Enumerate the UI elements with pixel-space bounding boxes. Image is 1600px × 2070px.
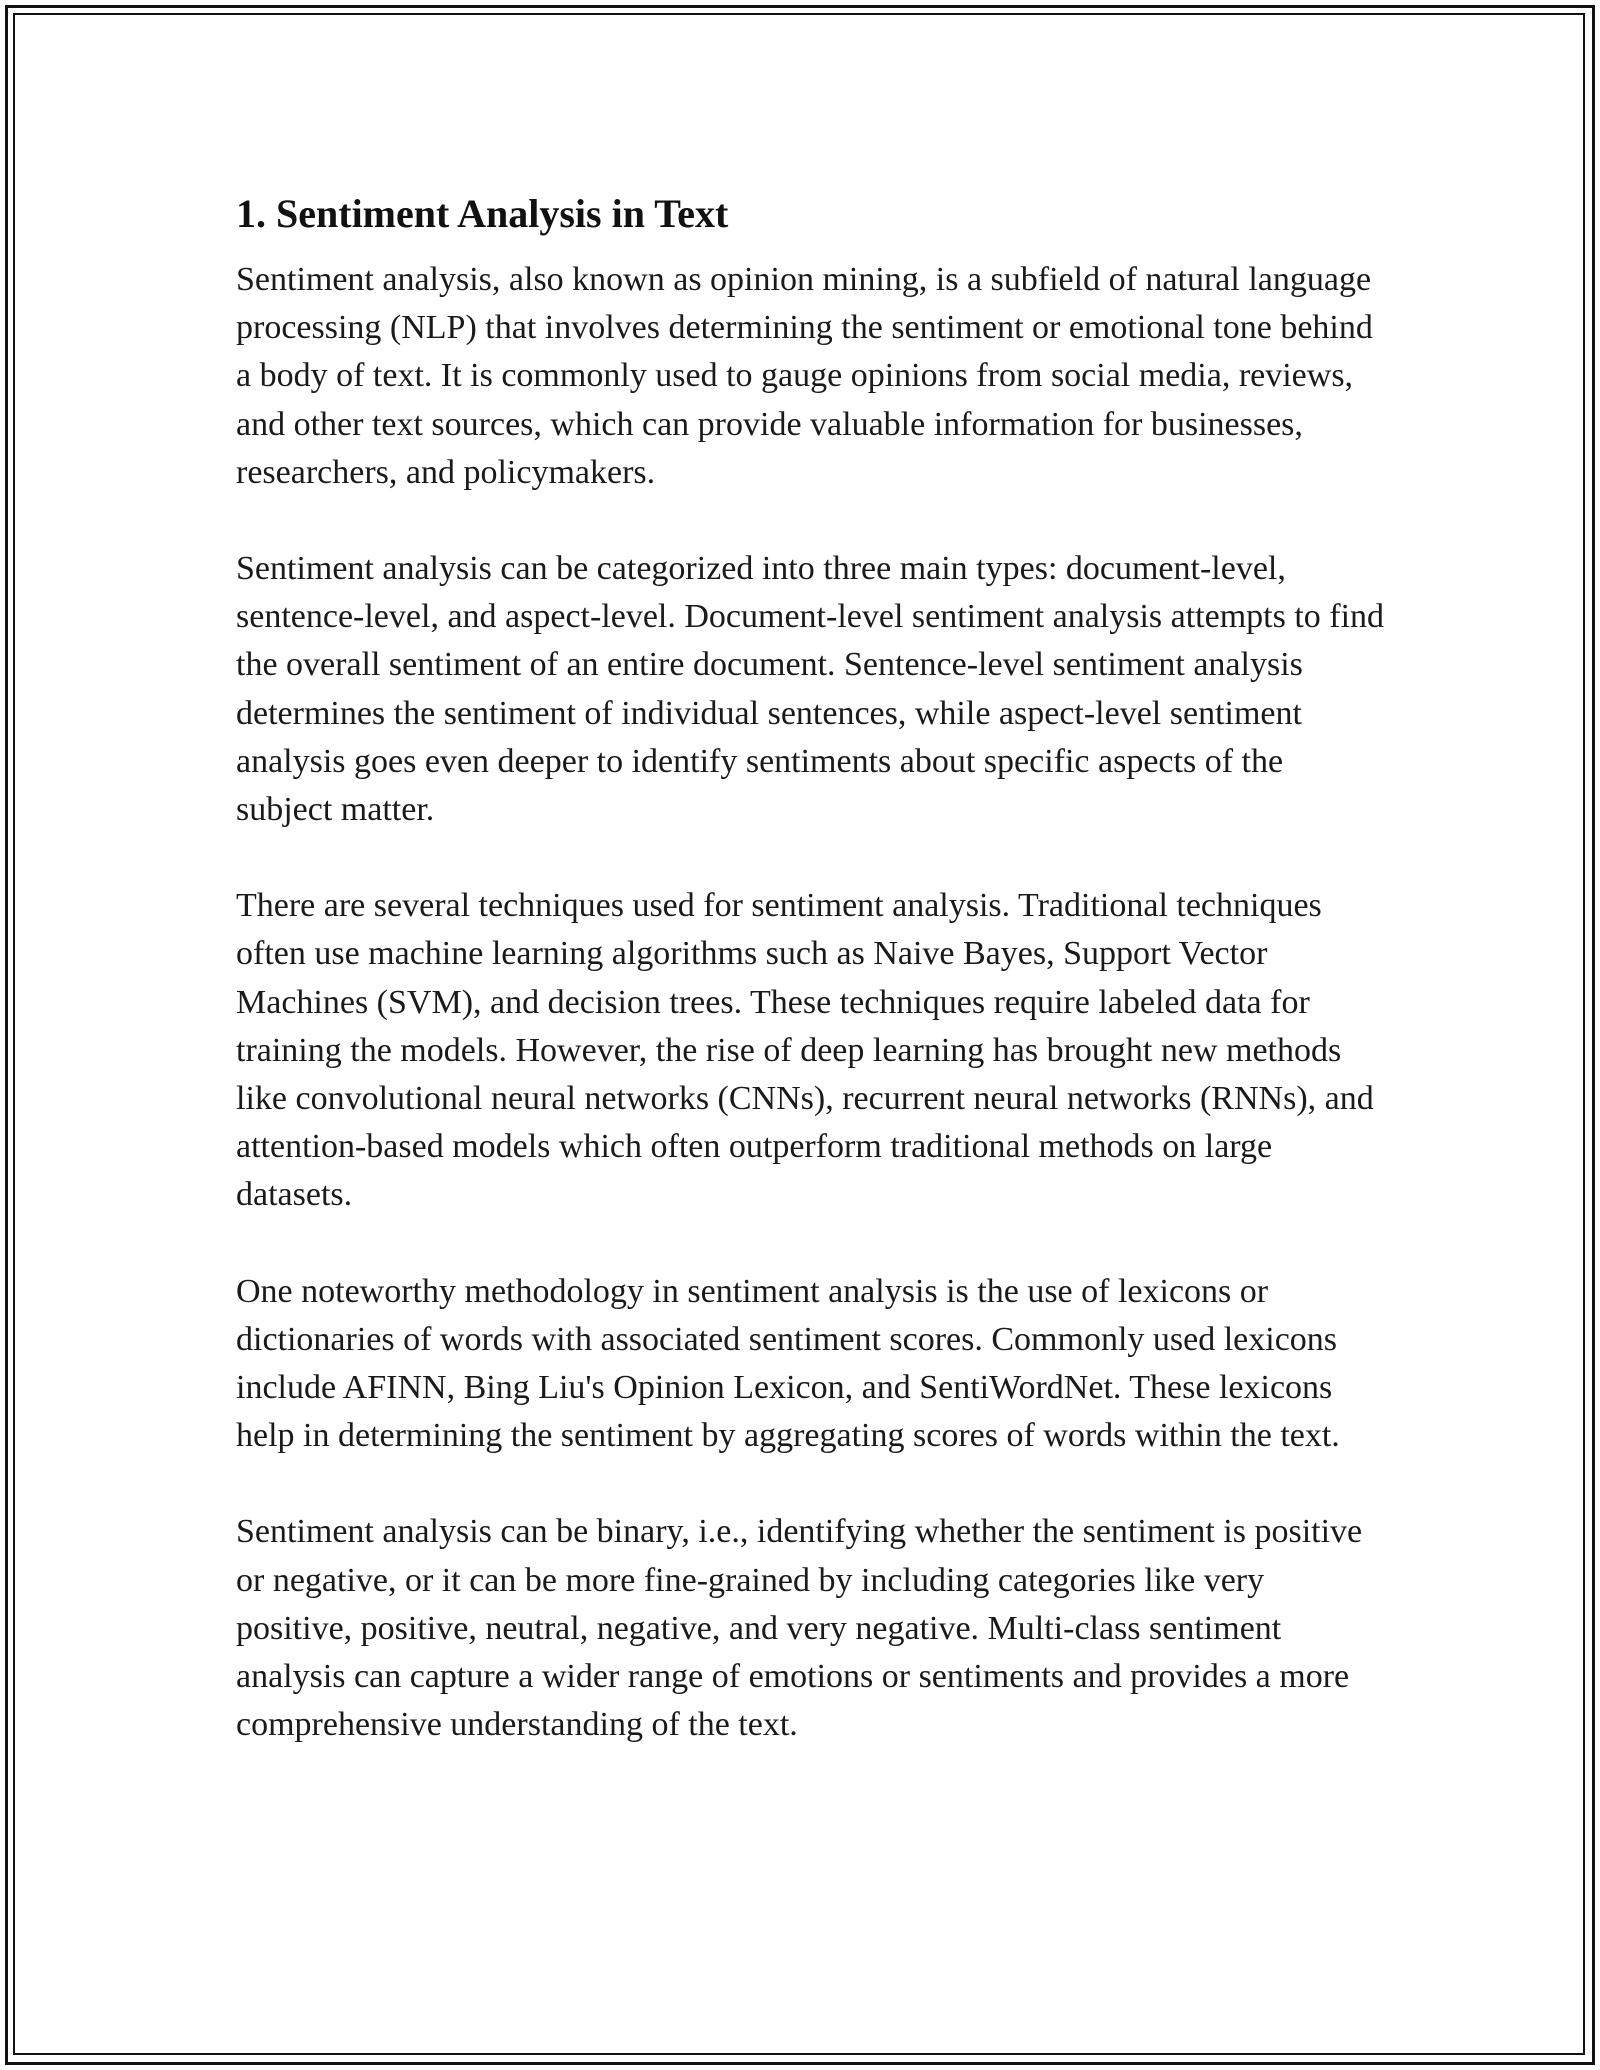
section-heading: 1. Sentiment Analysis in Text [236,191,729,236]
paragraph-granularity: Sentiment analysis can be binary, i.e., identifying whether the sentiment is positive or negative, or it can be more fine-grained by including categories like very positive, positive, neutral, negative, and very negative. Multi-class sentiment analysis can capture a wider range of emotions or sentiments and provides a more comprehensive understanding of the text. [236,1513,1363,1744]
paragraph-lexicons: One noteworthy methodology in sentiment analysis is the use of lexicons or dictionaries of words with associated sentiment scores. Commonly used lexicons include AFINN, Bing Liu's Opinion Lexicon, and SentiWordNet. These lexicons help in determining the sentiment by aggregating scores of words within the text. [236,1272,1340,1455]
paragraph-types: Sentiment analysis can be categorized into three main types: document-level, sentence-level, and aspect-level. Document-level sentiment analysis attempts to find the overall sentiment of an entire document. Sentence-level sentiment analysis determines the sentiment of individual sentences, while aspect-level sentiment analysis goes even deeper to identify sentiments about specific aspects of the subject matter. [236,550,1385,829]
paragraph-techniques: There are several techniques used for sentiment analysis. Traditional techniques often use machine learning algorithms such as Naive Bayes, Support Vector Machines (SVM), and decision trees. These techniques require labeled data for training the models. However, the rise of deep learning has brought new methods like convolutional neural networks (CNNs), recurrent neural networks (RNNs), and attention-based models which often outperform traditional methods on large datasets. [236,887,1374,1214]
paragraph-intro: Sentiment analysis, also known as opinion mining, is a subfield of natural language processing (NLP) that involves determining the sentiment or emotional tone behind a body of text. It is commonly used to gauge opinions from social media, reviews, and other text sources, which can provide valuable information for businesses, researchers, and policymakers. [236,261,1373,491]
document-body [236,186,1386,1797]
